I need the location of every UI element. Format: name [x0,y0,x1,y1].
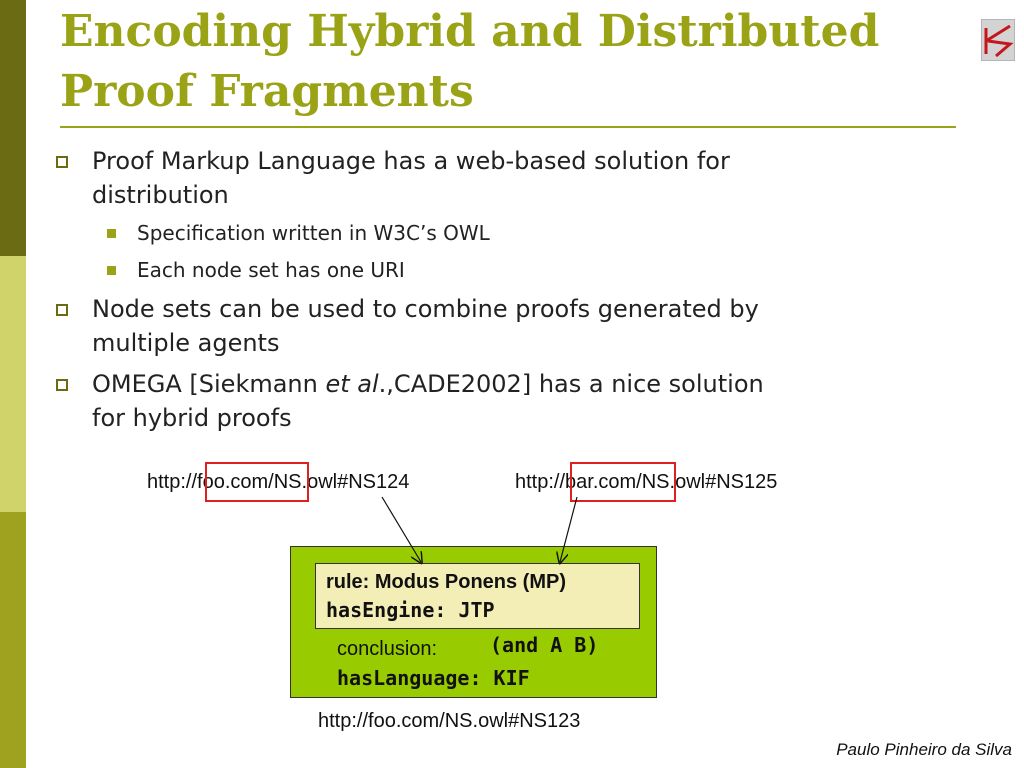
arrow-ns125 [560,497,577,562]
bullet-3-citation-emphasis: et al [325,370,379,398]
has-engine-label: hasEngine: JTP [326,598,495,622]
conclusion-label: conclusion: [337,638,438,660]
bullet-3-text-end: .,CADE2002] has a nice solution for hybrid proofs [92,370,764,432]
arrow-ns124 [382,497,421,562]
conclusion-value: (and A B) [490,633,599,657]
rule-label: rule: Modus Ponens (MP) [326,571,566,593]
url-ns125-link[interactable]: http://bar.com/NS.owl#NS125 [515,471,778,493]
has-language-label: hasLanguage: KIF [337,666,530,690]
slide-title: Encoding Hybrid and Distributed Proof Fragments [60,6,880,117]
url-ns123-link[interactable]: http://foo.com/NS.owl#NS123 [318,710,581,732]
sub-bullet-1-text: Specification written in W3C’s OWL [137,221,490,245]
url-ns124-link[interactable]: http://foo.com/NS.owl#NS124 [147,471,410,493]
bullet-2-text: Node sets can be used to combine proofs generated by multiple agents [92,295,759,357]
author-footer: Paulo Pinheiro da Silva [836,740,1012,759]
sub-bullet-2-text: Each node set has one URI [137,258,405,282]
bullet-1-text: Proof Markup Language has a web-based solution for distribution [92,147,730,209]
bullet-3-text-start: OMEGA [Siekmann [92,370,326,398]
